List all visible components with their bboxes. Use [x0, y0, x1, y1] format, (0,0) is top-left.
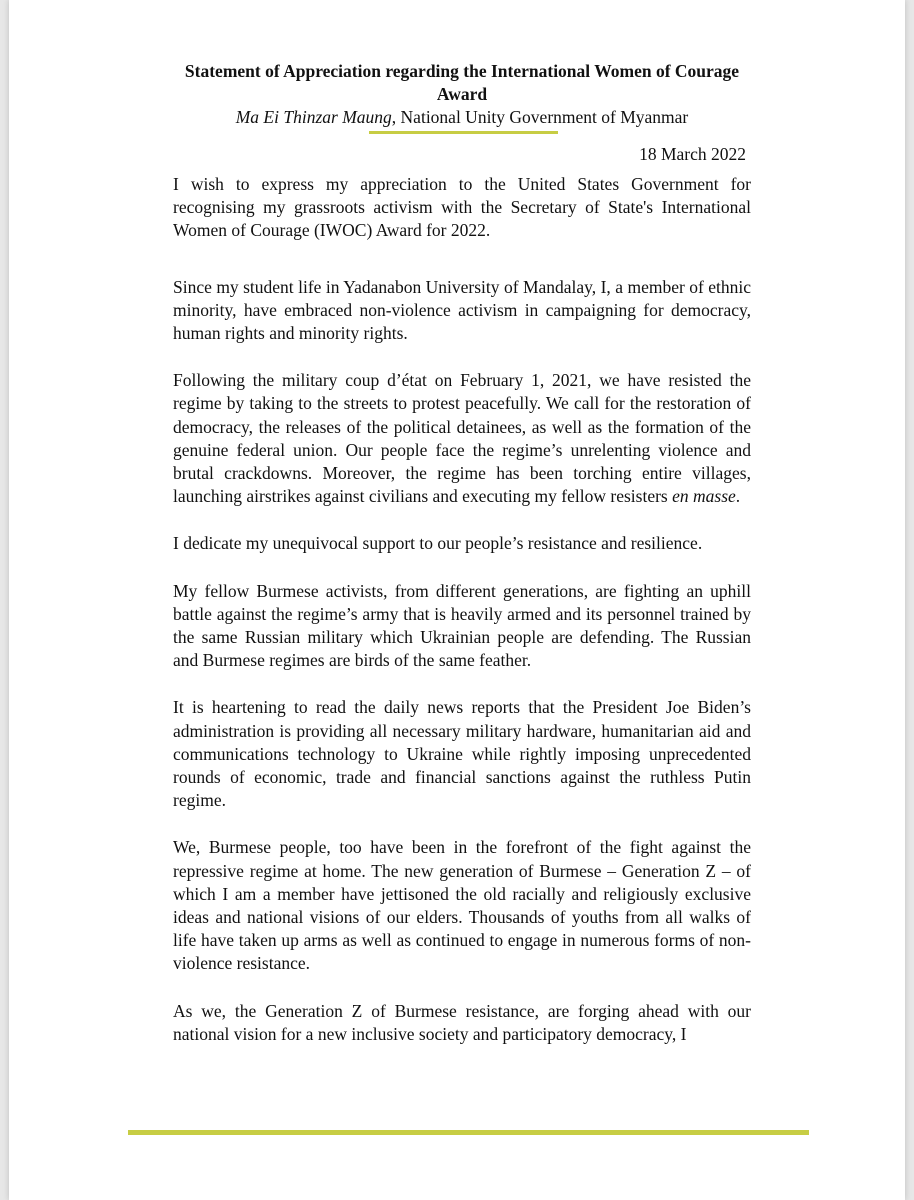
paragraph-4: I dedicate my unequivocal support to our people’s resistance and resilience. — [173, 533, 703, 554]
author-name: Ma Ei Thinzar Maung — [235, 107, 392, 127]
author-organization: , National Unity Government of Myanmar — [391, 107, 689, 127]
document-date: 18 March 2022 — [639, 144, 746, 164]
document-body — [173, 60, 751, 1046]
paragraph-1: I wish to express my appreciation to the United States Government for recognising my grassroots activism with the Secretary of State's International Women of Courage (IWOC) Award for 2022. — [173, 174, 751, 241]
paragraph-6: It is heartening to read the daily news reports that the President Joe Biden’s administration is providing all necessary military hardware, humanitarian aid and communications technology to Ukraine while rightly imposing unprecedented rounds of economic, trade and financial sanctions against the ruthless Putin regime. — [173, 697, 751, 811]
document-page — [9, 0, 905, 1200]
paragraph-2: Since my student life in Yadanabon University of Mandalay, I, a member of ethnic minority, have embraced non-violence activism in campaigning for democracy, human rights and minority rights. — [173, 276, 751, 344]
paragraph-7: We, Burmese people, too have been in the forefront of the fight against the repressive regime at home. The new generation of Burmese – Generation Z – of which I am a member have jettisoned the old racially and religiously exclusive ideas and national visions of our elders. Thousands of youths from all walks of life have taken up arms as well as continued to engage in numerous forms of non-violence resistance. — [173, 837, 751, 974]
paragraph-3-text: Following the military coup d’état on February 1, 2021, we have resisted the regime by taking to the streets to protest peacefully. We call for the restoration of democracy, the releases of the political detainees, as well as the formation of the genuine federal union. Our people face the regime’s unrelenting violence and brutal crackdowns. Moreover, the regime has been torching entire villages, launching airstrikes against civilians and executing my fellow resisters — [173, 370, 751, 507]
paragraph-3-period: . — [735, 486, 741, 507]
paragraph-3 — [173, 369, 751, 508]
paragraph-5: My fellow Burmese activists, from different generations, are fighting an uphill battle against the regime’s army that is heavily armed and its personnel trained by the same Russian military which Ukrainian people are defending. The Russian and Burmese regimes are birds of the same feather. — [173, 580, 751, 671]
document-subtitle — [173, 106, 751, 129]
document-title: Statement of Appreciation regarding the International Women of Courage Award — [184, 61, 740, 104]
paragraph-8: As we, the Generation Z of Burmese resistance, are forging ahead with our national vision for a new inclusive society and participatory democracy, I — [173, 1000, 751, 1044]
footer-accent-line — [128, 1130, 809, 1135]
paragraph-3-italic: en masse — [672, 486, 736, 507]
